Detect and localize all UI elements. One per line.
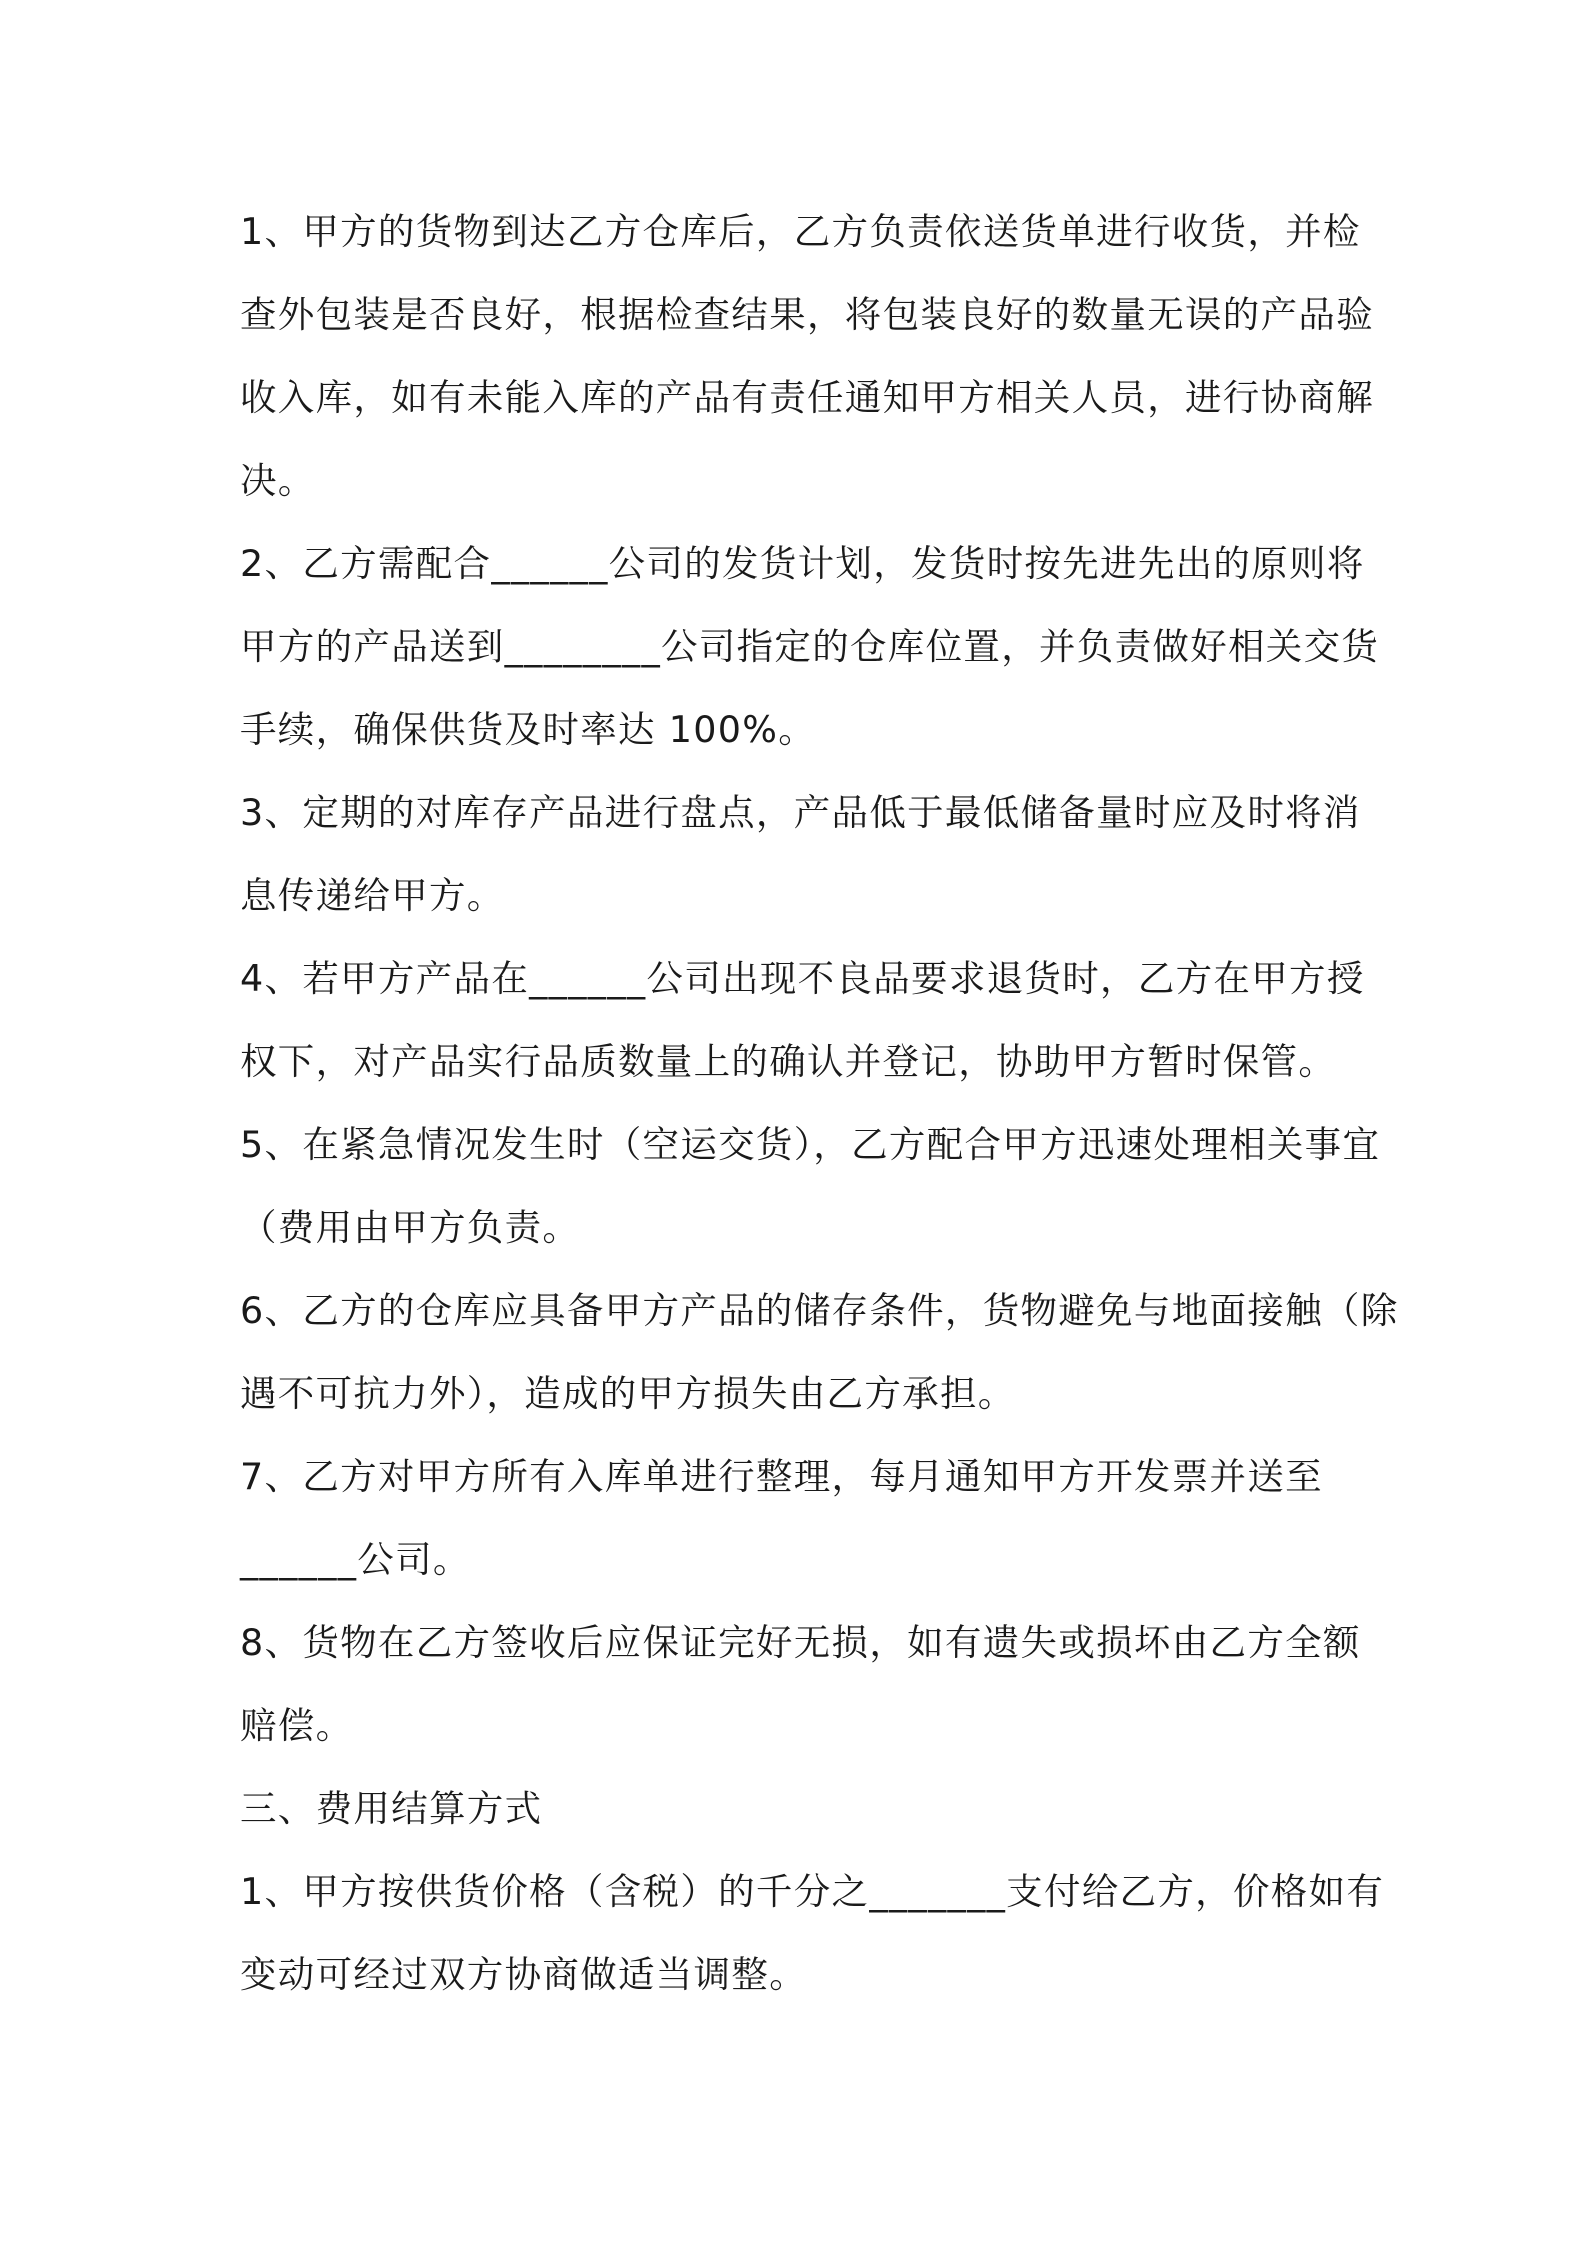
text-line: 6、乙方的仓库应具备甲方产品的储存条件，货物避免与地面接触（除: [240, 1289, 1399, 1332]
clause-4: [240, 937, 1365, 1103]
text-line: 4、若甲方产品在______公司出现不良品要求退货时，乙方在甲方授: [240, 957, 1365, 1000]
text-line: 8、货物在乙方签收后应保证完好无损，如有遗失或损坏由乙方全额: [240, 1621, 1361, 1664]
text-line: 息传递给甲方。: [240, 874, 505, 917]
text-line: 权下，对产品实行品质数量上的确认并登记，协助甲方暂时保管。: [240, 1040, 1337, 1083]
clause-8: [240, 1601, 1360, 1767]
text-line: 收入库，如有未能入库的产品有责任通知甲方相关人员，进行协商解: [240, 376, 1374, 419]
text-line: （费用由甲方负责。: [240, 1206, 581, 1249]
text-line: ______公司。: [240, 1538, 471, 1581]
text-line: 1、甲方的货物到达乙方仓库后，乙方负责依送货单进行收货，并检: [240, 210, 1361, 253]
text-line: 查外包装是否良好，根据检查结果，将包装良好的数量无误的产品验: [240, 293, 1374, 336]
clause-5: [240, 1103, 1381, 1269]
text-line: 手续，确保供货及时率达 100%。: [240, 708, 817, 751]
clause-6: [240, 1269, 1399, 1435]
text-line: 决。: [240, 459, 316, 502]
settlement-clause-1: [240, 1850, 1385, 2016]
text-line: 甲方的产品送到________公司指定的仓库位置，并负责做好相关交货: [240, 625, 1380, 668]
text-line: 赔偿。: [240, 1704, 354, 1747]
text-line: 3、定期的对库存产品进行盘点，产品低于最低储备量时应及时将消: [240, 791, 1361, 834]
text-line: 遇不可抗力外），造成的甲方损失由乙方承担。: [240, 1372, 1016, 1415]
heading-line: 三、费用结算方式: [240, 1787, 543, 1830]
text-line: 2、乙方需配合______公司的发货计划，发货时按先进先出的原则将: [240, 542, 1365, 585]
clause-2: [240, 522, 1380, 771]
clause-7: [240, 1435, 1360, 1601]
text-line: 7、乙方对甲方所有入库单进行整理，每月通知甲方开发票并送至: [240, 1455, 1323, 1498]
document-page: [240, 190, 1399, 2016]
section-heading: [240, 1767, 1360, 1850]
text-line: 1、甲方按供货价格（含税）的千分之_______支付给乙方，价格如有: [240, 1870, 1385, 1913]
text-line: 变动可经过双方协商做适当调整。: [240, 1953, 807, 1996]
clause-3: [240, 771, 1360, 937]
text-line: 5、在紧急情况发生时（空运交货），乙方配合甲方迅速处理相关事宜: [240, 1123, 1381, 1166]
clause-1: [240, 190, 1374, 522]
